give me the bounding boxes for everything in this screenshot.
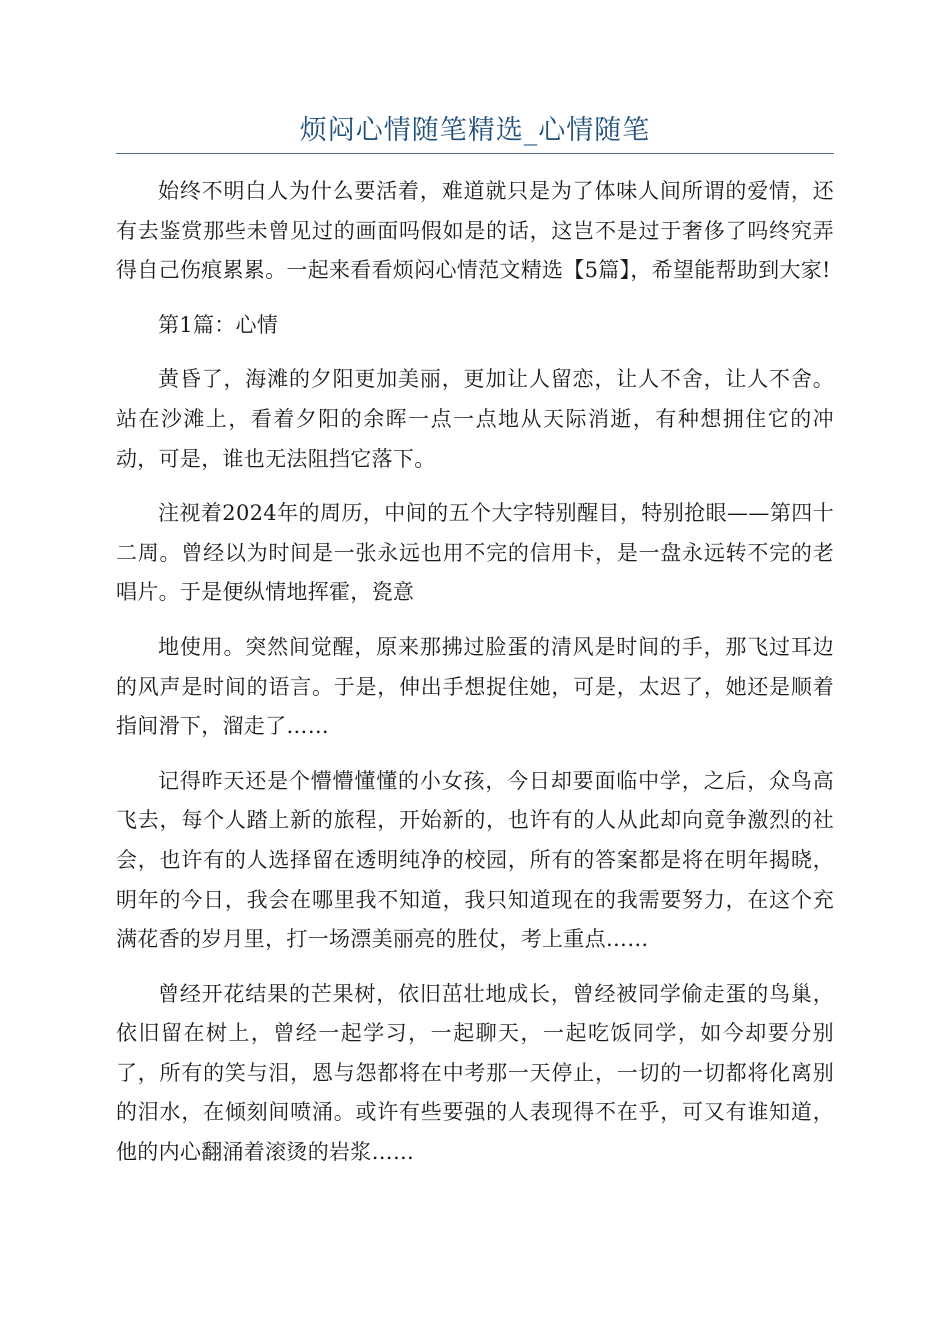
body-paragraph: 黄昏了，海滩的夕阳更加美丽，更加让人留恋，让人不舍，让人不舍。站在沙滩上，看着夕阳的余晖一点一点地从天际消逝，有种想拥住它的冲动，可是，谁也无法阻挡它落下。	[116, 367, 834, 471]
body-paragraph: 记得昨天还是个懵懵懂懂的小女孩，今日却要面临中学，之后，众鸟高飞去，每个人踏上新的旅程，开始新的，也许有的人从此却向竟争激烈的社会，也许有的人选择留在透明纯净的校园，所有的答案都是将在明年揭晓，明年的今日，我会在哪里我不知道，我只知道现在的我需要努力，在这个充满花香的岁月里，打一场漂美丽亮的胜仗，考上重点……	[116, 768, 834, 952]
title-underline	[116, 153, 834, 154]
document-body	[116, 172, 834, 1188]
body-paragraph: 地使用。突然间觉醒，原来那拂过脸蛋的清风是时间的手，那飞过耳边的风声是时间的语言。于是，伸出手想捉住她，可是，太迟了，她还是顺着指间滑下，溜走了……	[116, 634, 834, 739]
body-paragraph: 曾经开花结果的芒果树，依旧茁壮地成长，曾经被同学偷走蛋的鸟巢，依旧留在树上，曾经一起学习，一起聊天，一起吃饭同学，如今却要分别了，所有的笑与泪，恩与怨都将在中考那一天停止，一切的一切都将化离别的泪水，在倾刻间喷涌。或许有些要强的人表现得不在乎，可又有谁知道，他的内心翻涌着滚烫的岩浆……	[116, 981, 834, 1165]
section-heading: 第1篇：心情	[158, 312, 279, 337]
intro-paragraph: 始终不明白人为什么要活着，难道就只是为了体味人间所谓的爱情，还有去鉴赏那些未曾见过的画面吗假如是的话，这岂不是过于奢侈了吗终究弄得自己伤痕累累。一起来看看烦闷心情范文精选【5篇】，希望能帮助到大家!	[116, 179, 834, 283]
body-paragraph: 注视着2024年的周历，中间的五个大字特别醒目，特别抢眼——第四十二周。曾经以为时间是一张永远也用不完的信用卡，是一盘永远转不完的老唱片。于是便纵情地挥霍，瓷意	[116, 501, 834, 605]
document-title: 烦闷心情随笔精选_心情随笔	[299, 115, 651, 146]
